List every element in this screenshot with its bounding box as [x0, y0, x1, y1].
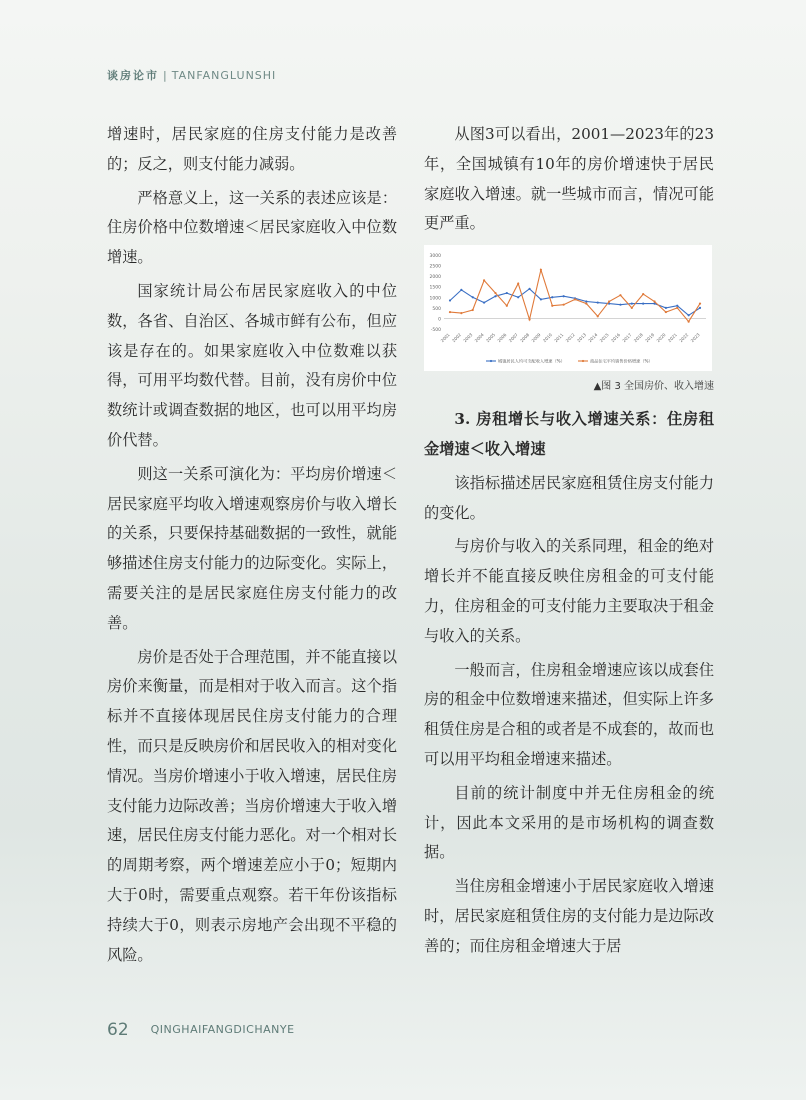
column-title-en: TANFANGLUNSHI — [171, 69, 277, 82]
x-tick-label: 2003 — [462, 332, 474, 344]
data-point — [676, 305, 678, 307]
data-point — [699, 303, 701, 305]
data-point — [540, 298, 542, 300]
data-point — [483, 279, 485, 281]
x-tick-label: 2001 — [439, 332, 451, 344]
data-point — [528, 319, 530, 321]
data-point — [483, 302, 485, 304]
x-tick-label: 2016 — [610, 332, 622, 344]
data-point — [551, 305, 553, 307]
data-point — [688, 314, 690, 316]
x-tick-label: 2007 — [507, 332, 519, 344]
x-tick-label: 2017 — [621, 332, 633, 344]
data-point — [699, 307, 701, 309]
data-point — [449, 311, 451, 313]
data-point — [653, 301, 655, 303]
data-point — [551, 296, 553, 298]
x-tick-label: 2013 — [575, 332, 588, 344]
data-point — [608, 301, 610, 303]
x-tick-label: 2012 — [564, 332, 576, 344]
column-header — [107, 67, 276, 83]
legend-label: 商品住宅平均销售价格增速（%） — [590, 358, 653, 364]
y-tick-label: -500 — [430, 328, 441, 334]
data-point — [563, 295, 565, 297]
x-tick-label: 2015 — [598, 332, 610, 344]
magazine-name: QINGHAIFANGDICHANYE — [150, 1023, 295, 1036]
line-chart — [424, 245, 712, 371]
data-point — [460, 312, 462, 314]
paragraph: 增速时，居民家庭的住房支付能力是改善的；反之，则支付能力减弱。 — [107, 125, 397, 173]
data-point — [472, 296, 474, 298]
data-point — [460, 289, 462, 291]
legend-label: 城镇居民人均可支配收入增速（%） — [498, 358, 565, 364]
paragraph: 严格意义上，这一关系的表述应该是：住房价格中位数增速＜居民家庭收入中位数增速。 — [107, 188, 397, 267]
paragraph: 目前的统计制度中并无住房租金的统计，因此本文采用的是市场机构的调查数据。 — [424, 783, 714, 862]
y-tick-label: 500 — [432, 307, 441, 313]
paragraph: 一般而言，住房租金增速应该以成套住房的租金中位数增速来描述，但实际上许多租赁住房是合租的或者是不成套的，故而也可以用平均租金增速来描述。 — [424, 660, 714, 768]
data-point — [676, 307, 678, 309]
series-line-1 — [450, 289, 700, 316]
data-point — [528, 288, 530, 290]
y-tick-label: 2500 — [429, 264, 441, 270]
data-point — [472, 309, 474, 311]
x-tick-label: 2004 — [473, 332, 485, 344]
paragraph: 国家统计局公布居民家庭收入的中位数，各省、自治区、各城市鲜有公布，但应该是存在的。如果家庭收入中位数难以获得，可用平均数代替。目前，没有房价中位数统计或调查数据的地区，也可以用平均房价代替。 — [107, 281, 397, 449]
left-column — [107, 120, 397, 974]
data-point — [597, 302, 599, 304]
x-tick-label: 2005 — [485, 332, 497, 344]
data-point — [494, 295, 496, 297]
y-tick-label: 3000 — [429, 254, 441, 260]
data-point — [642, 293, 644, 295]
x-tick-label: 2020 — [655, 332, 667, 344]
x-tick-label: 2011 — [553, 332, 565, 344]
figure-caption: ▲图 3 全国房价、收入增速 — [593, 381, 714, 393]
y-tick-label: 1500 — [429, 285, 441, 291]
column-title-cn: 谈房论市 — [107, 69, 159, 82]
x-tick-label: 2022 — [678, 332, 690, 344]
figure-3-chart — [424, 245, 712, 371]
data-point — [574, 298, 576, 300]
data-point — [563, 304, 565, 306]
x-tick-label: 2008 — [519, 332, 531, 344]
data-point — [517, 296, 519, 298]
data-point — [665, 311, 667, 313]
y-tick-label: 1000 — [429, 296, 441, 302]
y-tick-label: 0 — [438, 317, 441, 323]
page-number: 62 — [107, 1020, 129, 1040]
data-point — [688, 321, 690, 323]
data-point — [619, 304, 621, 306]
x-tick-label: 2014 — [587, 332, 599, 344]
x-tick-label: 2006 — [496, 332, 508, 344]
data-point — [449, 300, 451, 302]
paragraph: 则这一关系可演化为：平均房价增速＜居民家庭平均收入增速观察房价与收入增长的关系，只要保持基础数据的一致性，就能够描述住房支付能力的边际变化。实际上，需要关注的是居民家庭住房支付能力的改善。 — [107, 464, 397, 632]
page-footer — [107, 1020, 295, 1040]
x-tick-label: 2010 — [541, 332, 553, 344]
paragraph: 与房价与收入的关系同理，租金的绝对增长并不能直接反映住房租金的可支付能力，住房租金的可支付能力主要取决于租金与收入的关系。 — [424, 537, 714, 645]
data-point — [494, 292, 496, 294]
data-point — [585, 303, 587, 305]
x-tick-label: 2002 — [450, 332, 463, 344]
data-point — [642, 303, 644, 305]
x-tick-label: 2009 — [530, 332, 542, 344]
data-point — [619, 294, 621, 296]
data-point — [585, 301, 587, 303]
data-point — [597, 315, 599, 317]
data-point — [665, 307, 667, 309]
legend-marker — [490, 360, 492, 362]
section-heading: 3. 房租增长与收入增速关系：住房租金增速＜收入增速 — [424, 410, 714, 458]
paragraph: 该指标描述居民家庭租赁住房支付能力的变化。 — [424, 473, 714, 522]
paragraph: 房价是否处于合理范围，并不能直接以房价来衡量，而是相对于收入而言。这个指标并不直接体现居民住房支付能力的合理性，而只是反映房价和居民收入的相对变化情况。当房价增速小于收入增速，居民住房支付能力边际改善；当房价增速大于收入增速，居民住房支付能力恶化。对一个相对长的周期考察，两个增速差应小于0；短期内大于0时，需要重点观察。若干年份该指标持续大于0，则表示房地产会出现不平稳的风险。 — [107, 647, 397, 964]
legend-marker — [582, 360, 584, 362]
data-point — [506, 305, 508, 307]
header-separator: | — [163, 69, 168, 82]
paragraph: 从图3可以看出，2001—2023年的23年，全国城镇有10年的房价增速快于居民家庭收入增速。就一些城市而言，情况可能更严重。 — [424, 125, 714, 233]
series-line-2 — [450, 270, 700, 322]
data-point — [517, 283, 519, 285]
data-point — [631, 307, 633, 309]
x-tick-label: 2018 — [632, 332, 644, 344]
data-point — [540, 269, 542, 271]
data-point — [631, 303, 633, 305]
paragraph: 当住房租金增速小于居民家庭收入增速时，居民家庭租赁住房的支付能力是边际改善的；而住房租金增速大于居 — [424, 877, 714, 955]
data-point — [506, 292, 508, 294]
x-tick-label: 2023 — [689, 332, 701, 344]
x-tick-label: 2021 — [666, 332, 678, 344]
right-column — [424, 120, 714, 966]
y-tick-label: 2000 — [429, 275, 441, 281]
x-tick-label: 2019 — [644, 332, 656, 344]
